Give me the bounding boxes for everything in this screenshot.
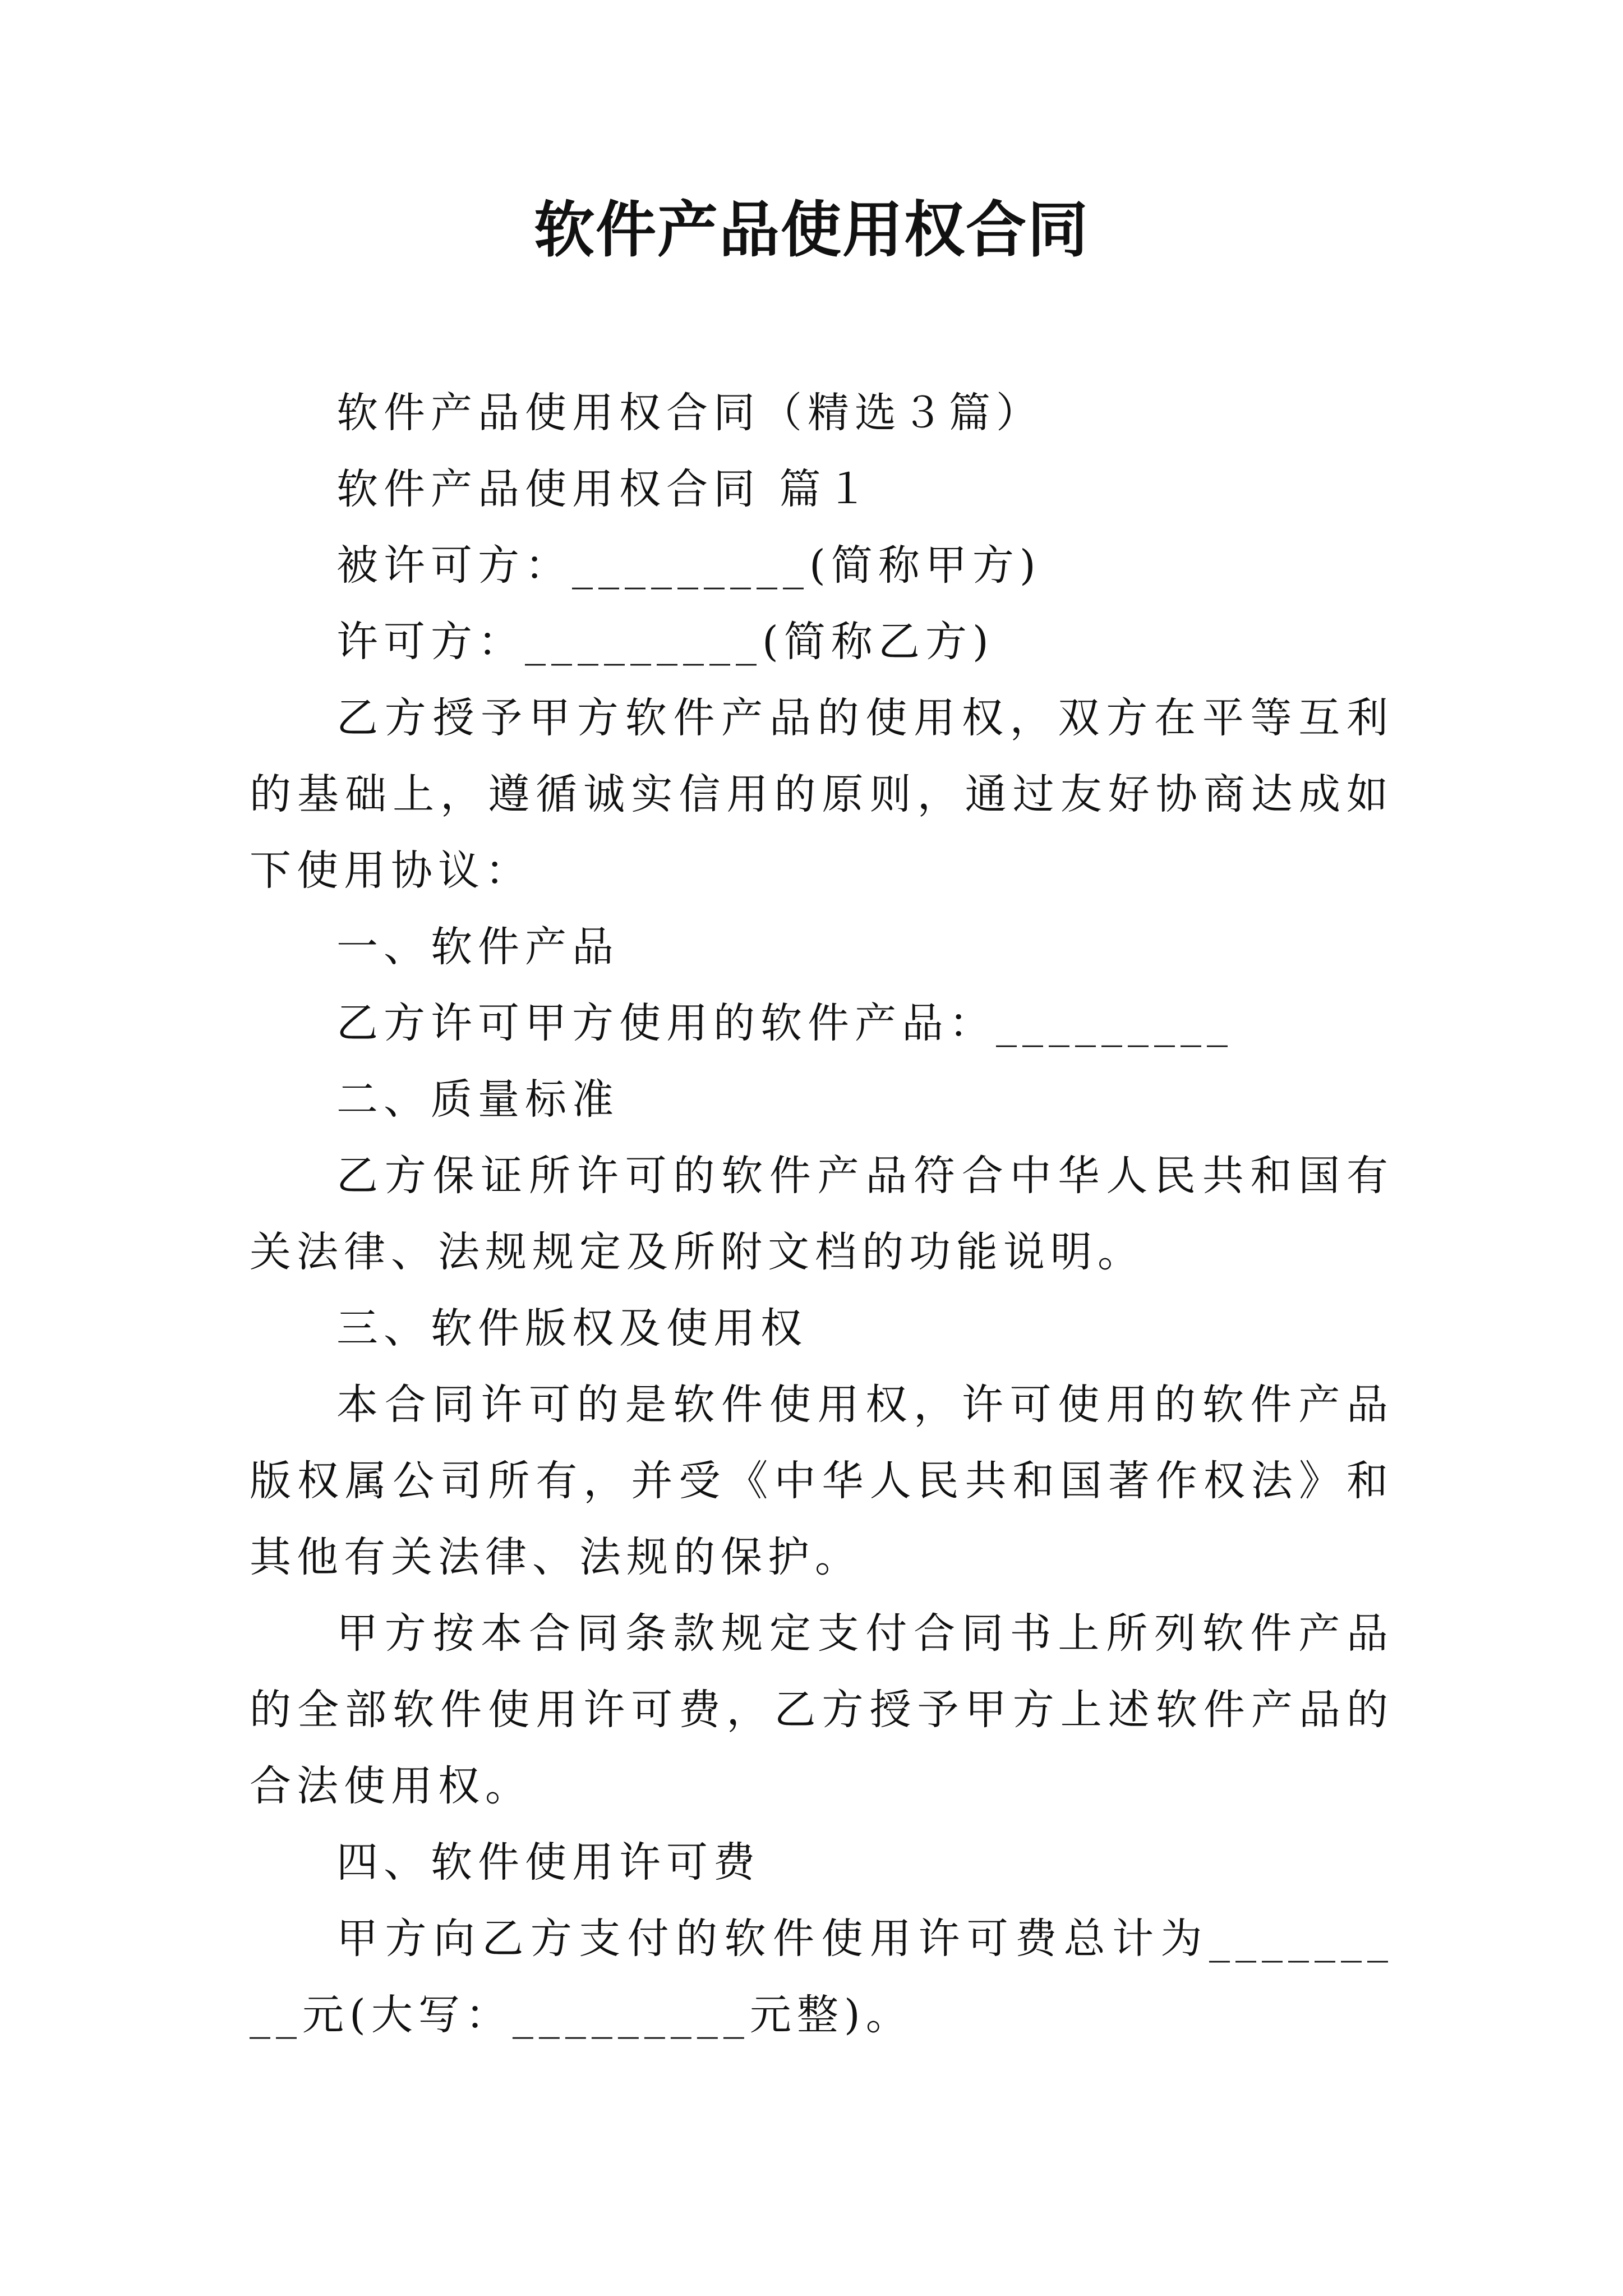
software-product-paragraph: 乙方许可甲方使用的软件产品：_________	[336, 999, 1233, 1047]
preamble-paragraph: 乙方授予甲方软件产品的使用权，双方在平等互利的基础上，遵循诚实信用的原则，通过友好协商达成如下使用协议：	[250, 694, 1394, 895]
doc-subtitle: 软件产品使用权合同（精选３篇）	[336, 389, 1043, 437]
copyright-paragraph: 本合同许可的是软件使用权，许可使用的软件产品版权属公司所有，并受《中华人民共和国著作权法》和其他有关法律、法规的保护。	[250, 1381, 1394, 1581]
license-fee-paragraph: 甲方向乙方支付的软件使用许可费总计为_________元(大写：_________元整)。	[250, 1915, 1394, 2039]
section-heading-part-1: 软件产品使用权合同 篇１	[336, 465, 874, 513]
clause-heading-software-product: 一、软件产品	[336, 923, 619, 971]
quality-standard-paragraph: 乙方保证所许可的软件产品符合中华人民共和国有关法律、法规规定及所附文档的功能说明。	[250, 1152, 1394, 1276]
licensor-line: 许可方：_________(简称乙方)	[336, 618, 994, 666]
clause-heading-license-fee: 四、软件使用许可费	[336, 1838, 760, 1887]
usage-rights-paragraph: 甲方按本合同条款规定支付合同书上所列软件产品的全部软件使用许可费，乙方授予甲方上述软件产品的合法使用权。	[250, 1609, 1394, 1810]
document-body	[250, 375, 1394, 2053]
licensee-line: 被许可方：_________(简称甲方)	[336, 541, 1041, 590]
clause-heading-copyright: 三、软件版权及使用权	[336, 1304, 808, 1352]
document-title: 软件产品使用权合同	[533, 195, 1089, 265]
clause-heading-quality-standard: 二、质量标准	[336, 1075, 619, 1124]
